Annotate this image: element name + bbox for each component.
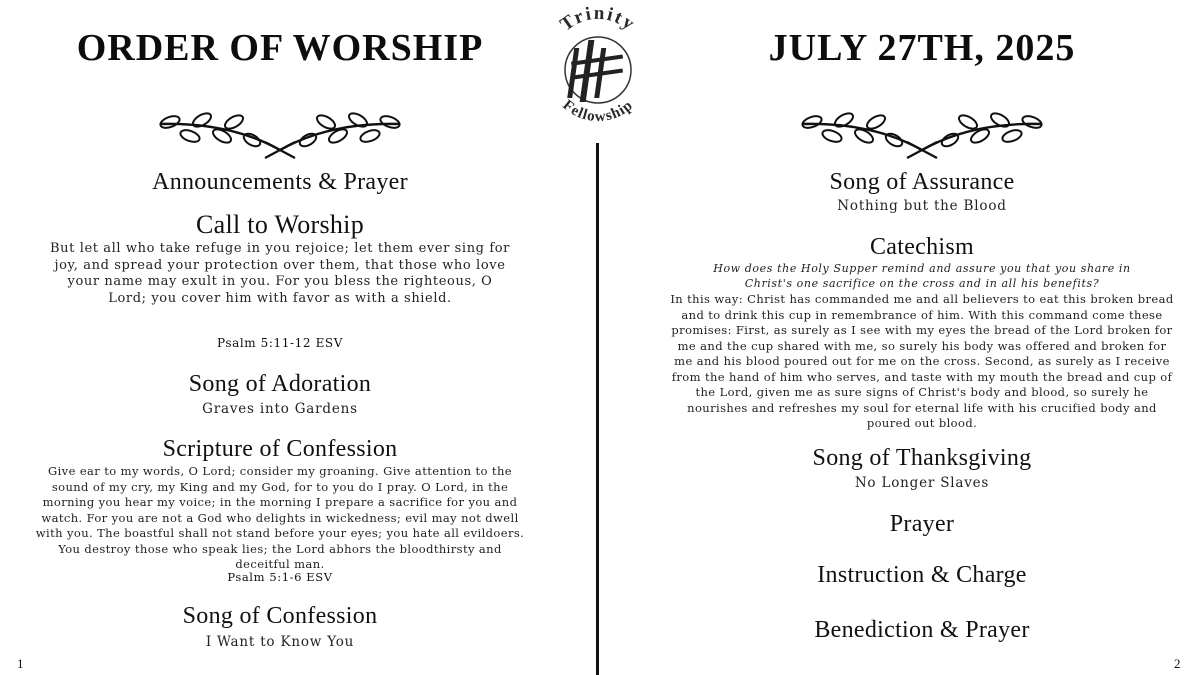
center-divider	[596, 143, 599, 675]
scripture-of-confession-text: Give ear to my words, O Lord; consider my groaning. Give attention to the sound of my cry, my King and my God, for to you do I pray. O Lord, in the morning you hear my voice; in the morning I prepare a sacrifice for you and watch. For you are not a God who delights in wickedness; evil may not dwell with you. The boastful shall not stand before your eyes; you hate all evildoers. You destroy those who speak lies; the Lord abhors the bloodthirsty and deceitful man.	[35, 464, 525, 571]
trinity-fellowship-logo	[531, 0, 665, 140]
call-to-worship-reference: Psalm 5:11-12 ESV	[216, 336, 344, 350]
announcements-heading: Announcements & Prayer	[152, 169, 408, 195]
svg-text:Fellowship	[560, 97, 637, 125]
song-of-confession-heading: Song of Confession	[182, 603, 378, 629]
prayer-heading: Prayer	[889, 511, 955, 537]
page-number-left: 1	[17, 656, 24, 671]
scripture-of-confession-reference: Psalm 5:1-6 ESV	[227, 570, 333, 584]
scripture-of-confession-heading: Scripture of Confession	[162, 436, 398, 462]
song-of-assurance-heading: Song of Assurance	[829, 169, 1015, 195]
benediction-prayer-heading: Benediction & Prayer	[814, 617, 1030, 643]
song-of-thanksgiving-title: No Longer Slaves	[854, 475, 990, 491]
right-page	[672, 0, 1172, 675]
page-number-right: 2	[1174, 656, 1181, 671]
left-page	[30, 0, 530, 675]
song-of-confession-title: I Want to Know You	[205, 634, 355, 650]
song-of-adoration-title: Graves into Gardens	[202, 401, 358, 417]
catechism-question: How does the Holy Supper remind and assure you that you share in Christ's one sacrifice on the cross and in all his benefits?	[713, 262, 1131, 290]
song-of-assurance-title: Nothing but the Blood	[837, 198, 1007, 214]
catechism-heading: Catechism	[869, 234, 974, 260]
logo-text-top: Trinity	[556, 2, 640, 36]
call-to-worship-text: But let all who take refuge in you rejoice; let them ever sing for joy, and spread your protection over them, that those who love your name may exult in you. For you bless the righteous, O Lord; you cover him with favor as with a shield.	[50, 241, 510, 306]
song-of-adoration-heading: Song of Adoration	[188, 371, 372, 397]
svg-text:Trinity	[556, 3, 639, 36]
instruction-charge-heading: Instruction & Charge	[817, 562, 1027, 588]
date-title: JULY 27TH, 2025	[768, 27, 1076, 69]
logo-text-bottom: Fellowship	[559, 97, 637, 126]
call-to-worship-heading: Call to Worship	[195, 210, 365, 239]
song-of-thanksgiving-heading: Song of Thanksgiving	[812, 445, 1032, 471]
order-of-worship-title: ORDER OF WORSHIP	[76, 27, 484, 69]
catechism-answer: In this way: Christ has commanded me and all believers to eat this broken bread and to drink this cup in remembrance of him. With this command come these promises: First, as surely as I see with my eyes the bread of the Lord broken for me and the cup shared with me, so surely his body was offered and broken for me and his blood poured out for me on the cross. Second, as surely as I receive from the hand of him who serves, and taste with my mouth the bread and cup of the Lord, given me as sure signs of Christ's body and blood, so surely he nourishes and refreshes my soul for eternal life with his crucified body and poured out blood.	[670, 292, 1174, 430]
cross-icon	[567, 40, 623, 102]
